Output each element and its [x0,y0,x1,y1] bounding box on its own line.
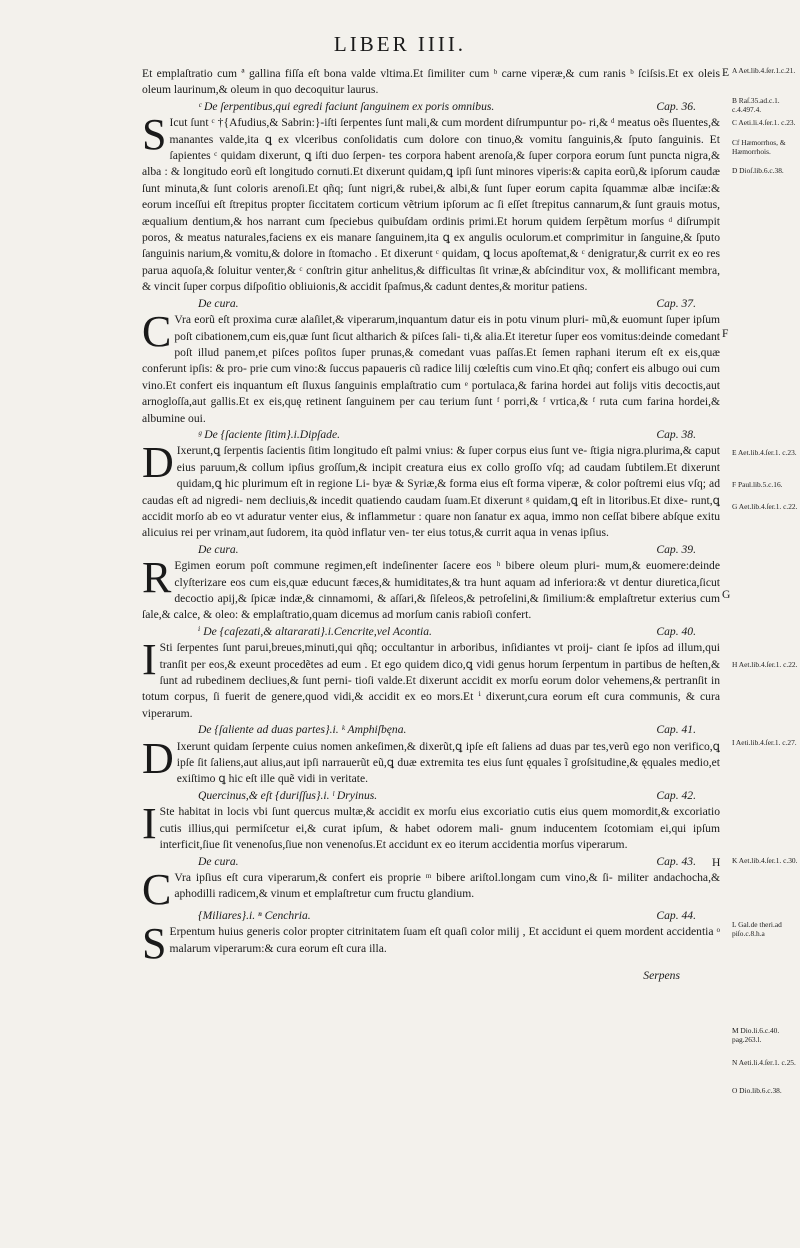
text-paragraph [142,307,721,427]
text-paragraph [142,438,720,541]
chapter-title: De cura. [198,542,239,556]
text-line: Et emplaſtratio cum ª gallina fiſſa eſt bona valde vltima.Et ſimiliter cum ᵇ carne viperæ,& cum [142,67,599,80]
text-line: hunt aquam ad inferiora:& vt dentur diuretica,ſicut decoctio apij,& ſpicæ indæ,& cinnamomi, [174,575,720,605]
margin-note: I Aeti.lib.4.ſer.1. c.27. [732,738,797,747]
chapter-number: Cap. 37. [656,296,696,310]
running-head: LIBER IIII. [333,32,467,56]
margin-note: O Dio.lib.6.c.38. [732,1086,782,1095]
chapter-heading [142,296,720,312]
text-line: Vra ipſius eſt cura viperarum,& confert eis proprie ᵐ bibere ariſtol.longam cum vino,& ſi- [174,870,613,884]
text-line: Sti ſerpentes ſunt parui,breues,minuti,qui qñq; occultantur in arboribus, inſidiantes vt proij- [159,641,593,655]
text-line: ſi fuerit de genere,quod vidi,& accidit ex eo mors.Et ⁱ dixerunt,cura eorum eſt cura communis, [213,690,681,704]
margin-note: H Aet.lib.4.ſer.1. c.22. [732,660,798,669]
drop-cap: S [142,919,167,969]
text-line: hordei aut folijs vitis decoctis,aut arnogloſſa,aut gallis.Et ex eis,quę retinent ſanguinem per cau [142,378,720,409]
text-line: eſt longitudo cornuti.Et dixerunt quidam,ꝗ ipſi ſunt minores viperis:& capita eorũ,& ipſorum [254,165,688,179]
drop-cap: R [142,553,172,603]
margin-note: D Dioſ.lib.6.c.38. [732,166,784,175]
chapter-heading [142,99,720,115]
text-line: ti,& alia.Et iteretur ſuper eos vomitus:deinde comedant poſt illud panem,et piſces poſitos ſuper [174,329,720,359]
margin-note: F Paul.lib.5.c.16. [732,480,783,489]
chapter-heading [142,542,720,558]
drop-cap: C [142,307,172,357]
text-line: caudæ ſunt minuta,& ſunt coloris arenoſi.Et qñq; ſunt nigri,& rubei,& albi,& ſunt ſuper eorum [142,165,720,195]
drop-cap: D [142,733,174,783]
text-line: mũ,& euomunt ſuper ipſum poſt cibationem,cum eis,quæ ſunt ſicut altharich & piſces ſali- [174,313,721,343]
text-line: ranis ᵇ ſciſsis.Et ex oleis oleum laurinum,& oleum in quo decoquitur laurus. [142,67,720,97]
text-line: ter eius totus,& currit aqua in venas ipſius. [412,526,609,540]
chapter-number: Cap. 39. [656,542,696,556]
chapter-title: De cura. [198,296,239,310]
text-line: Ste habitat in locis vbi ſunt quercus multæ,& accidit ex morſu eius excoriatio cutis eius quem [159,805,608,819]
text-line: vidi genus horum ſerpentum in partibus de heſten,& ſunt ad rubedinem decliues,& ſunt perni- [159,657,721,688]
text-line: in ſanguine,& ſputo ſanguinis narium,& vomitu,& dolore in ſtomacho . Et dixerunt ᶜ quidam, [142,231,721,261]
text-line: & meatus naturales,faciens ex eis manare ſanguinem,ita ꝗ ex angulis oculorum.et comprimitur [174,231,624,245]
chapter-number: Cap. 43. [656,854,696,868]
chapter-heading [142,427,720,443]
chapter-number: Cap. 41. [656,723,696,737]
text-line: tes eius ſunt ęquales ĩ groſsitudine,& ęquales medio,et exiſtimo ꝗ hic eſt ille quẽ vidi in veritate. [176,756,721,786]
text-paragraph [142,66,720,99]
text-line: capita ſquammæ albæ inciſæ:& eorum inceſſui eſt ſtrepitus propter ſiccitatem corticum vẽtrium [142,181,720,212]
margin-letter-h: H [712,856,721,869]
margin-note: L Gal.de theri.ad piſo.c.8.h.a [732,920,782,938]
catchword: Serpens [643,969,680,983]
chapter-number: Cap. 42. [656,788,696,802]
text-line: momordit,& excoriatio cutis illius,qui permiſcetur ei,& curat ipſum, & habet odorem mali- [159,805,720,835]
margin-note: C Aeti.li.4.ſer.1. c.23. [732,118,796,127]
text-line: ipſorum ac ſi eſſet ſtrepitus cannarum,& ſunt grauis motus, æqualium dentium,& hos narrant [142,198,721,228]
text-line: Erpentum huius generis color propter citrinitatem ſuam eſt quaſi color milij , Et accidunt ei [169,925,593,939]
drop-cap: D [142,438,174,488]
text-line: tioſi valde.Et dixerunt accidit ex morſu eorum dolor vehemens,& pertranſit in totum corpus, [142,674,720,704]
text-line: cum vino.Et confert eis inquantum eſt ſluxus ſanguinis emplaſtratio cum ᵉ portulaca,& farina [142,362,720,392]
chapter-title: ᶜ De ſerpentibus,qui egredi faciunt ſanguinem ex poris omnibus. [198,99,495,113]
text-line: Egimen eorum poſt commune regimen,eſt indeſinenter ſacere eos ʰ bibere oleum pluri- [174,559,600,573]
text-line: Vra eorũ eſt proxima curæ alaſilet,& viperarum,inquantum datur eis in potu vinum pluri- [174,313,589,327]
text-line: cum ſpeciebus quibuſdam ordinis primi.Et horum quidem ſerpẽtum morſus ᵈ diſrumpit poros, [142,214,721,245]
text-paragraph [142,733,721,788]
text-paragraph [142,110,721,295]
text-line: mum,& euomere:deinde clyſterizare eos cum eis,quæ educunt fæces,& humiditates,& tra [174,559,720,589]
text-line: gnum inducentem ſcotomiam ei,qui ipſum interficit,ſiue ſit venenoſus,ſiue non venenoſus.Et [159,821,720,852]
chapter-heading [142,908,720,924]
main-text [142,66,720,985]
chapter-title: ⁱ De {caſezati,& altararati}.i.Cencrite,vel Acontia. [198,624,432,638]
text-line: Icut ſunt ᶜ †{Afudius,& Sabrin:}-iſti ſerpentes ſunt mali,& cum mordent diſrumpuntur po- [169,116,586,130]
text-line: terium ſunt ᶠ porri,& ᶠ vrtica,& ᶠ ruta cum farina hordei,& albumine oui. [142,395,720,425]
text-line: runt,ꝗ accidit morſo ab eo vt aduratur venter eius, & inflammetur : quare non ſanatur ex aqua, [142,493,720,523]
chapter-title: De {ſaliente ad duas partes}.i. ᵏ Amphiſbęna. [198,723,407,737]
drop-cap: S [142,110,167,160]
chapter-number: Cap. 40. [656,624,696,638]
margin-note: B Raſ.35.ad.c.1. c.4.497.4. [732,96,780,114]
text-paragraph [142,864,720,914]
chapter-title: De cura. [198,854,239,868]
text-line: gitur anhelitus,& difficultas ſit vrinæ,& abſcinditur vox, & mollificant membra, & vincit ſuper [142,263,720,294]
margin-note: A Aet.lib.4.ſer.1.c.21. [732,66,796,75]
chapter-title: ᵍ De {ſaciente ſitim}.i.Dipſade. [198,427,341,441]
text-line: nem decliuis,& incedit quatiendo caudam ſuam.Et dixerunt ᵍ quidam,ꝗ eſt in litoribus.Et dixe- [246,493,688,507]
margin-letter-f: F [722,327,729,340]
text-line: accidunt ex eo iterum accidentia morſus viperarum. [388,838,628,852]
chapter-heading [142,624,720,640]
text-line: tes corpora habent arenoſa,& ſuper corpora eorum ſunt puncta nigra,& alba : & longitudo eorũ [142,149,720,179]
chapter-heading [142,788,720,804]
text-line: prunas,& comedant vuas paſſas.Et ſemen raphani iterum eſt ex eis,quæ conferunt ipſis: & pro- [142,345,721,376]
chapter-number: Cap. 44. [656,908,696,922]
text-line: corpus diſpoſitio obliuionis,& accidit ſpaſmus,& cadunt dentes,& moritur patiens. [209,280,588,294]
text-line: & aſſari,& ſiſeleos,& petroſelini,& ſimilium:& emplaſtretur exterius cum ſale,& calce, & oleo: [142,592,720,622]
text-paragraph [142,553,720,624]
chapter-number: Cap. 38. [656,427,696,441]
text-line: quem mordent accidentia ᵒ malarum viperarum:& cura eorum eſt cura illa. [169,925,720,955]
text-line: ri,& ᵈ meatus oẽs ſluentes,& manantes valde,ita ꝗ ex vlceribus conſolidatis cum dolore con [169,116,720,146]
text-line: ex collo groſſo vſq; ad caudam ſubtilem.Et dixerunt quidam,ꝗ hic plurimum eſt in regione Li- [176,460,720,491]
chapter-heading [142,722,720,738]
drop-cap: I [142,799,157,849]
drop-cap: C [142,864,172,914]
text-paragraph [142,635,721,722]
chapter-heading [142,854,720,870]
text-line: tinuo,& vomitu ſanguinis,& ſputo ſanguinis. Et ſapientes ᶜ quidam dixerunt, ꝗ iſti duo ſerpen- [169,132,720,163]
text-line: Ixerunt quidam ſerpente cuius nomen ankeſimen,& dixerũt,ꝗ ipſe eſt ſaliens ad duas par [176,739,590,753]
chapter-title: Quercinus,& eſt {duriſſus}.i. ˡ Dryinus. [198,788,378,802]
text-paragraph [142,919,720,969]
text-paragraph [142,799,720,853]
margin-letter-e: E [722,66,730,79]
margin-letter-g: G [722,588,731,601]
margin-note: G Aet.lib.4.ſer.1. c.22. [732,502,798,511]
text-line: prie cum vino:& ſuccus papaueris cũ radice lilij cœleſtis cum vino.Et qñq; confert eis albugo oui [249,362,698,376]
margin-note: E Aet.lib.4.ſer.1. c.23. [732,448,797,457]
text-line: immo non ceſſat bibere abſque exitu alicuius rei per vrinam,aut ſudorem, ita quòd inflatur ven- [142,509,720,540]
drop-cap: I [142,635,157,685]
text-line: militer andachocha,& aphodilli radicem,& vinum et emplaſtretur cum fructu glandium. [174,870,720,901]
margin-note: K Aet.lib.4.ſer.1. c.30. [732,856,798,865]
chapter-title: {Miliares}.i. ⁿ Cenchria. [198,908,311,922]
text-line: & emplaſtratio,quam dicemus ad morſum canis rabioſi confert. [241,608,532,622]
margin-note: M Dio.li.6.c.40. pag.263.l. [732,1026,780,1044]
text-line: ꝗ locus apoſtemat,& ᶜ denigratur,& currit ex eo res parua aquoſa,& ſoluitur venter,& ᶜ conſtrin [142,247,720,277]
margin-note: Cf Hæmorrhos, & Hæmorrhois. [732,138,786,156]
text-line: tes,verũ ego non verifico,ꝗ ipſe ſit ſaliens,aut alius,aut ipſi narrauerũt eũ,ꝗ duæ extremita [176,739,720,770]
text-line: byæ & Syriæ,& forma eius eſt forma viperæ, & color poſtremi eius vſq; ad caudas eſt ad nigredi- [142,477,720,507]
text-line: Ixerunt,ꝗ ſerpentis ſacientis ſitim longitudo eſt palmi vnius: & ſuper corpus eius ſunt ve- [176,444,588,458]
chapter-number: Cap. 36. [656,99,696,113]
text-line: ciant ſe ipſos ad illum,qui tranſit per eos,& exeunt procedẽtes ad eum . Et ego quidem dico,ꝗ [159,641,720,671]
margin-note: N Aeti.li.4.ſer.1. c.25. [732,1058,796,1067]
text-line: ſtigia nigra.plurima,& caput eius paruum,& collum ipſius groſſum,& incipit creatura eius [176,444,720,474]
text-line: & cura viperarum. [142,690,720,720]
